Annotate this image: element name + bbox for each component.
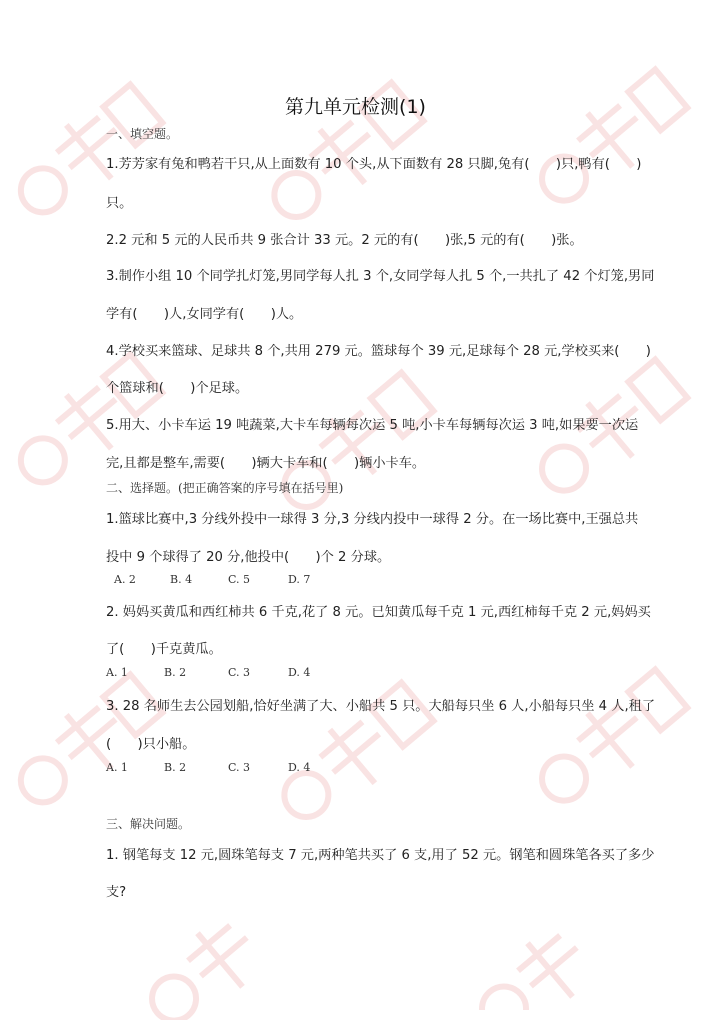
problem-1-line-2: 支? — [106, 885, 127, 900]
choice-2-option-c: C. 3 — [228, 666, 251, 679]
question-5-line-1: 5.用大、小卡车运 19 吨蔬菜,大卡车每辆每次运 5 吨,小卡车每辆每次运 3 吨,如果要一次运 — [106, 418, 639, 433]
choice-3-option-c: C. 3 — [228, 761, 251, 774]
choice-1-line-2: 投中 9 个球得了 20 分,他投中( )个 2 分球。 — [106, 550, 391, 565]
choice-2-option-d: D. 4 — [288, 666, 311, 679]
choice-2-line-1: 2. 妈妈买黄瓜和西红柿共 6 千克,花了 8 元。已知黄瓜每千克 1 元,西红柿每千克 2 元,妈妈买 — [106, 605, 651, 620]
problem-1-line-1: 1. 钢笔每支 12 元,圆珠笔每支 7 元,两种笔共买了 6 支,用了 52 元。钢笔和圆珠笔各买了多少 — [106, 848, 655, 863]
choice-3-line-1: 3. 28 名师生去公园划船,恰好坐满了大、小船共 5 只。大船每只坐 6 人,小船每只坐 4 人,租了 — [106, 699, 656, 714]
section-heading-choice: 二、选择题。(把正确答案的序号填在括号里) — [106, 481, 344, 495]
watermark-logo — [510, 640, 710, 840]
choice-3-option-d: D. 4 — [288, 761, 311, 774]
choice-1-option-a: A. 2 — [114, 573, 136, 586]
question-4-line-1: 4.学校买来篮球、足球共 8 个,共用 279 元。篮球每个 39 元,足球每个 28 元,学校买来( ) — [106, 344, 651, 359]
question-1-line-1: 1.芳芳家有兔和鸭若干只,从上面数有 10 个头,从下面数有 28 只脚,兔有( )只,鸭有( ) — [106, 157, 642, 172]
choice-3-line-2: ( )只小船。 — [106, 737, 196, 752]
choice-2-option-a: A. 1 — [106, 666, 128, 679]
watermark-logo — [450, 910, 650, 1010]
question-3-line-2: 学有( )人,女同学有( )人。 — [106, 307, 303, 322]
watermark-logo — [250, 640, 470, 860]
page-title: 第九单元检测(1) — [285, 96, 426, 118]
question-3-line-1: 3.制作小组 10 个同学扎灯笼,男同学每人扎 3 个,女同学每人扎 5 个,一共扎了 42 个灯笼,男同 — [106, 269, 655, 284]
choice-1-option-c: C. 5 — [228, 573, 251, 586]
watermark-logo — [120, 900, 320, 1020]
section-heading-fill-in: 一、填空题。 — [106, 127, 179, 141]
question-1-line-2: 只。 — [106, 196, 133, 211]
choice-2-option-b: B. 2 — [164, 666, 187, 679]
question-2-line-1: 2.2 元和 5 元的人民币共 9 张合计 33 元。2 元的有( )张,5 元的有( )张。 — [106, 233, 583, 248]
choice-3-option-a: A. 1 — [106, 761, 128, 774]
choice-1-line-1: 1.篮球比赛中,3 分线外投中一球得 3 分,3 分线内投中一球得 2 分。在一场比赛中,王强总共 — [106, 512, 639, 527]
question-4-line-2: 个篮球和( )个足球。 — [106, 381, 249, 396]
choice-1-option-d: D. 7 — [288, 573, 311, 586]
choice-3-option-b: B. 2 — [164, 761, 187, 774]
question-5-line-2: 完,且都是整车,需要( )辆大卡车和( )辆小卡车。 — [106, 456, 426, 471]
section-heading-solve: 三、解决问题。 — [106, 817, 191, 831]
choice-2-line-2: 了( )千克黄瓜。 — [106, 642, 222, 657]
watermark-logo — [240, 40, 460, 260]
choice-1-option-b: B. 4 — [170, 573, 193, 586]
watermark-logo — [510, 40, 710, 240]
